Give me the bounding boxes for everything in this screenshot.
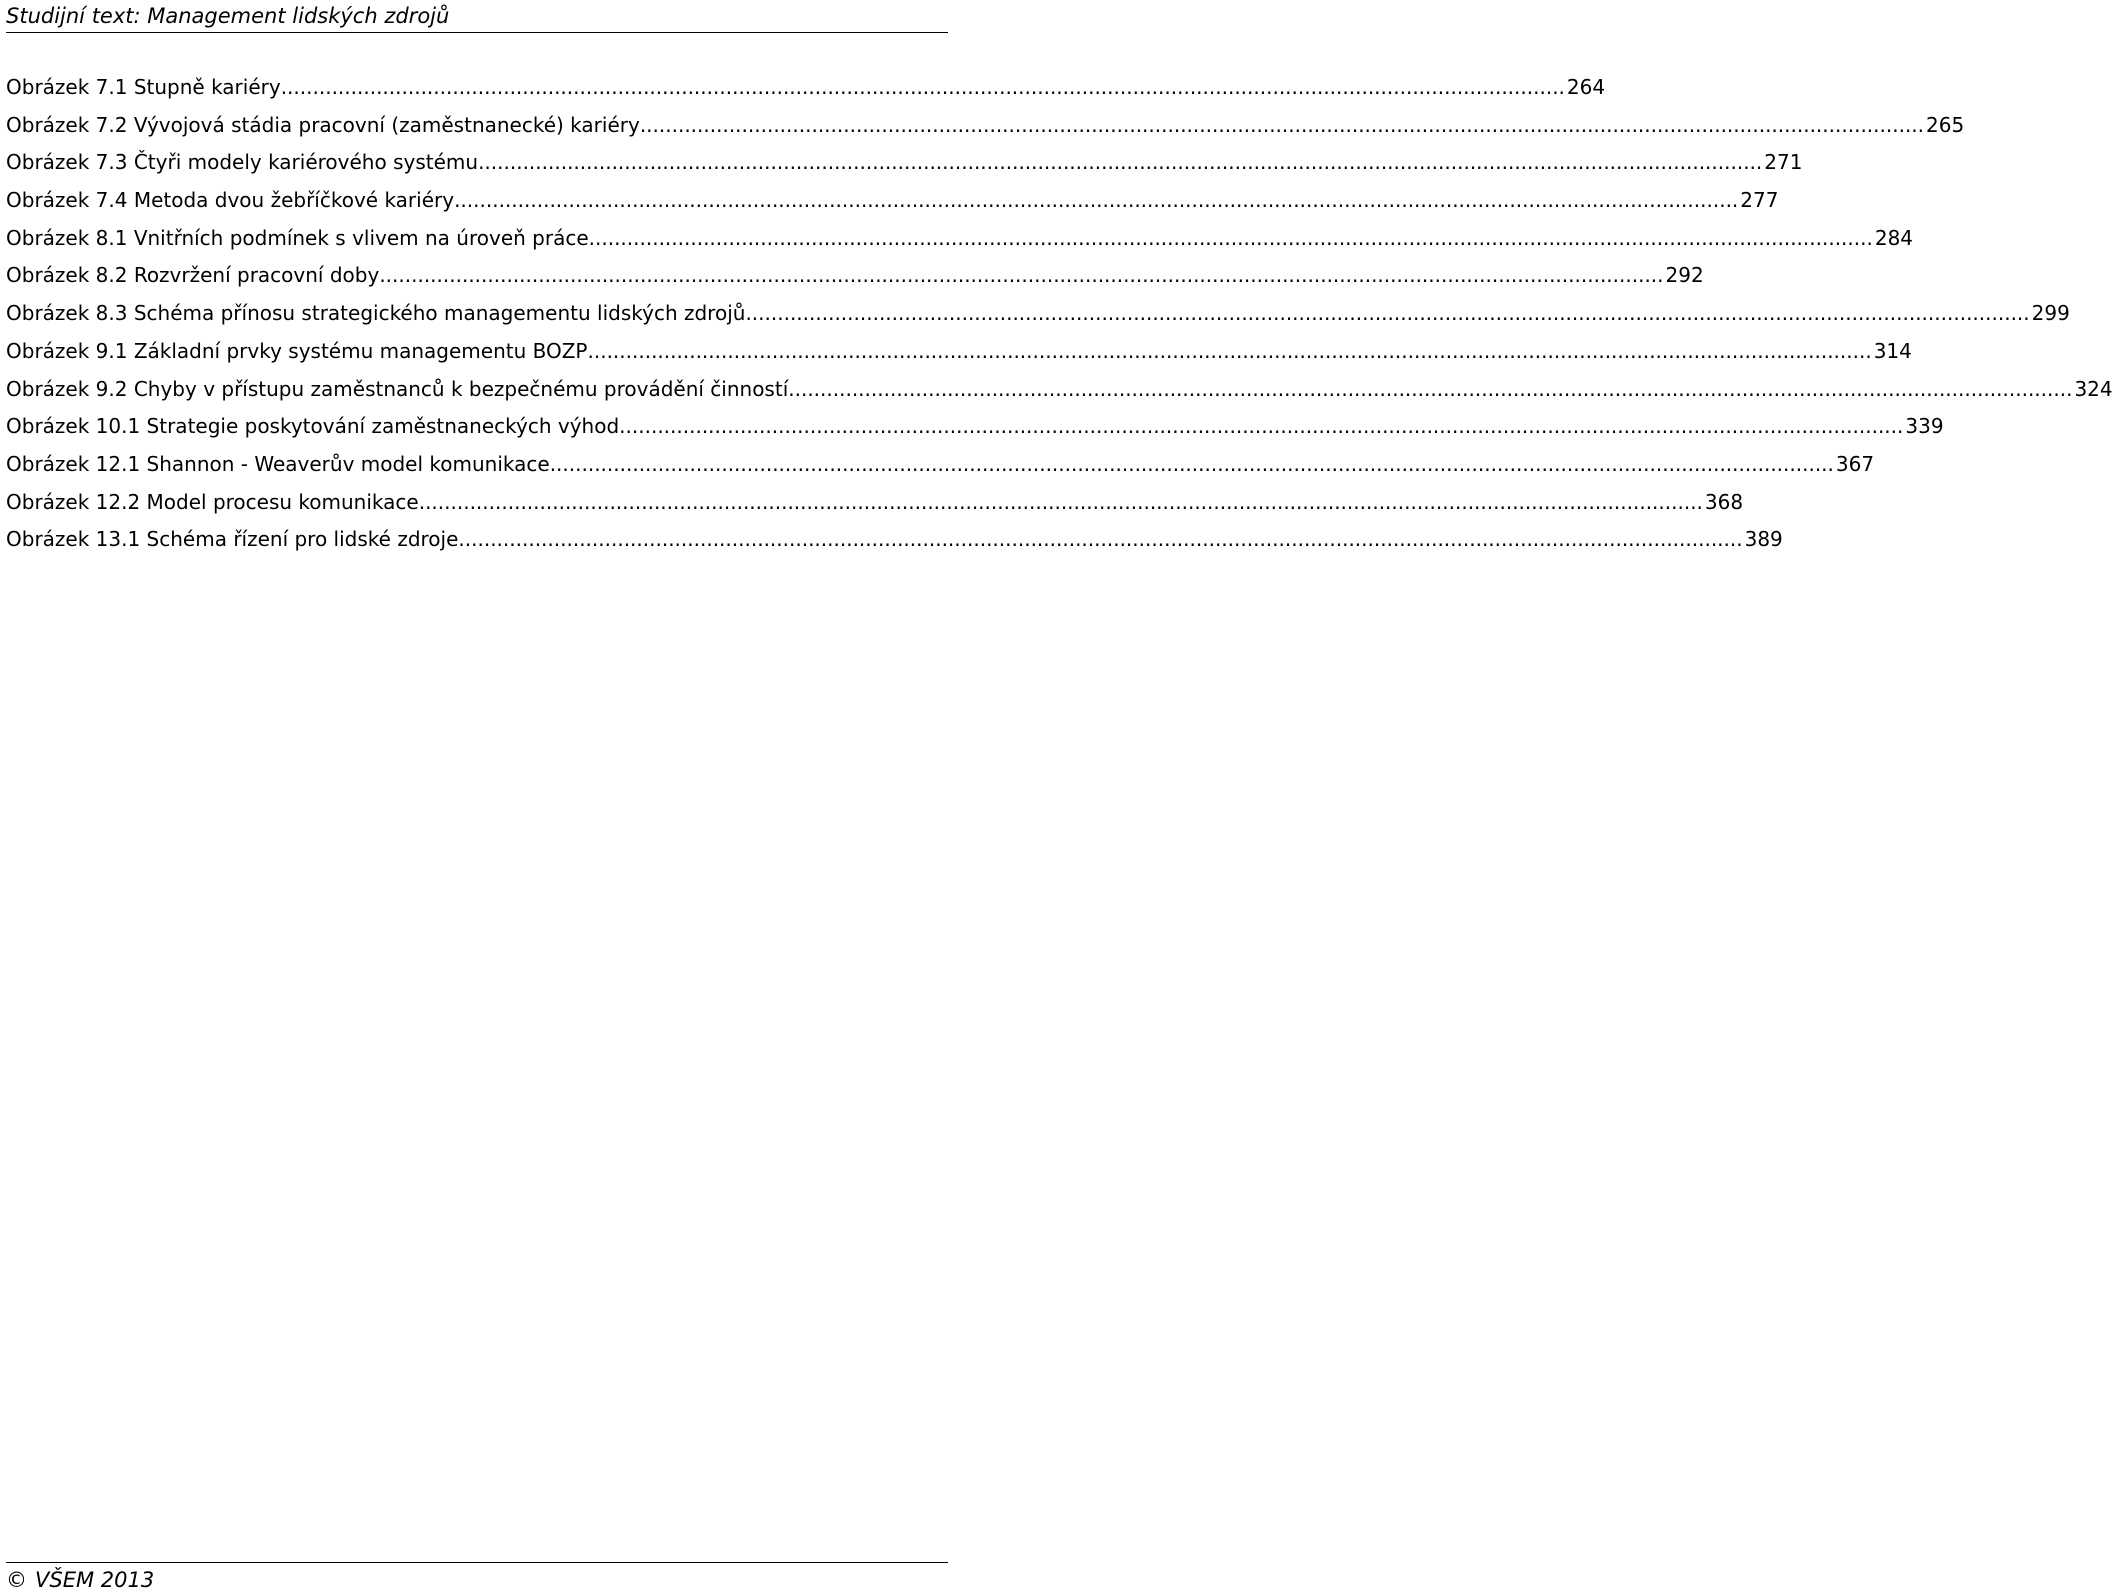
toc-page-number: 299 <box>2031 301 2070 326</box>
toc-page-number: 284 <box>1874 225 1914 250</box>
toc-entry[interactable] <box>6 524 1783 562</box>
copyright-icon: © <box>6 1568 27 1592</box>
toc-leader: .......................................................................................................................................................................................................... <box>418 489 1703 514</box>
toc-entry-label: Obrázek 13.1 Schéma řízení pro lidské zdroje <box>6 527 459 552</box>
list-of-figures <box>6 72 2113 562</box>
toc-entry[interactable] <box>6 223 1914 261</box>
toc-leader: .......................................................................................................................................................................................................... <box>788 376 2073 401</box>
toc-entry-label: Obrázek 8.2 Rozvržení pracovní doby <box>6 263 380 288</box>
toc-entry-label: Obrázek 9.1 Základní prvky systému managementu BOZP <box>6 338 588 363</box>
toc-entry-label: Obrázek 7.4 Metoda dvou žebříčkové kariéry <box>6 188 455 213</box>
toc-entry-label: Obrázek 7.3 Čtyři modely kariérového systému <box>6 150 479 175</box>
toc-leader: .......................................................................................................................................................................................................... <box>588 225 1873 250</box>
toc-entry[interactable] <box>6 411 1944 449</box>
toc-page-number: 265 <box>1926 112 1965 137</box>
toc-page-number: 277 <box>1740 188 1779 213</box>
toc-entry-label: Obrázek 8.1 Vnitřních podmínek s vlivem na úroveň práce <box>6 225 589 250</box>
toc-entry[interactable] <box>6 147 1803 185</box>
toc-entry[interactable] <box>6 449 1875 487</box>
toc-entry-label: Obrázek 8.3 Schéma přínosu strategického managementu lidských zdrojů <box>6 301 746 326</box>
toc-page-number: 367 <box>1835 451 1875 476</box>
toc-page-number: 271 <box>1764 150 1803 175</box>
toc-entry[interactable] <box>6 260 1704 298</box>
toc-entry-label: Obrázek 10.1 Strategie poskytování zaměstnaneckých výhod <box>6 414 620 439</box>
toc-entry[interactable] <box>6 336 1912 374</box>
toc-entry-label: Obrázek 7.1 Stupně kariéry <box>6 75 281 99</box>
toc-leader: .......................................................................................................................................................................................................... <box>619 414 1904 439</box>
toc-page-number: 292 <box>1665 263 1704 288</box>
toc-leader: .......................................................................................................................................................................................................... <box>587 338 1872 363</box>
toc-entry-label: Obrázek 9.2 Chyby v přístupu zaměstnanců k bezpečnému provádění činností <box>6 376 789 401</box>
toc-entry[interactable] <box>6 374 2113 412</box>
toc-entry[interactable] <box>6 487 1744 525</box>
page-footer <box>6 1562 948 1593</box>
footer-copyright <box>6 1567 948 1593</box>
document-title: Studijní text: Management lidských zdrojů <box>6 4 450 28</box>
toc-leader: .......................................................................................................................................................................................................... <box>458 527 1743 552</box>
page-header <box>6 2 948 33</box>
toc-entry[interactable] <box>6 298 2070 336</box>
toc-leader: .......................................................................................................................................................................................................... <box>639 112 1925 137</box>
toc-leader: .......................................................................................................................................................................................................... <box>280 75 1565 99</box>
toc-entry-label: Obrázek 7.2 Vývojová stádia pracovní (zaměstnanecké) kariéry <box>6 112 640 137</box>
toc-page-number: 368 <box>1704 489 1744 514</box>
toc-page-number: 264 <box>1566 75 1606 99</box>
toc-leader: .......................................................................................................................................................................................................... <box>379 263 1664 288</box>
toc-leader: .......................................................................................................................................................................................................... <box>549 451 1834 476</box>
toc-entry[interactable] <box>6 72 1606 110</box>
toc-leader: .......................................................................................................................................................................................................... <box>478 150 1763 175</box>
toc-leader: .......................................................................................................................................................................................................... <box>745 301 2030 326</box>
toc-entry[interactable] <box>6 110 1965 148</box>
toc-page-number: 324 <box>2074 376 2113 401</box>
toc-page-number: 389 <box>1744 527 1783 552</box>
toc-page-number: 339 <box>1905 414 1944 439</box>
toc-page-number: 314 <box>1873 338 1912 363</box>
toc-leader: .......................................................................................................................................................................................................... <box>454 188 1739 213</box>
footer-text: VŠEM 2013 <box>35 1568 155 1592</box>
toc-entry-label: Obrázek 12.2 Model procesu komunikace <box>6 489 419 514</box>
toc-entry-label: Obrázek 12.1 Shannon - Weaverův model komunikace <box>6 451 550 476</box>
toc-entry[interactable] <box>6 185 1779 223</box>
